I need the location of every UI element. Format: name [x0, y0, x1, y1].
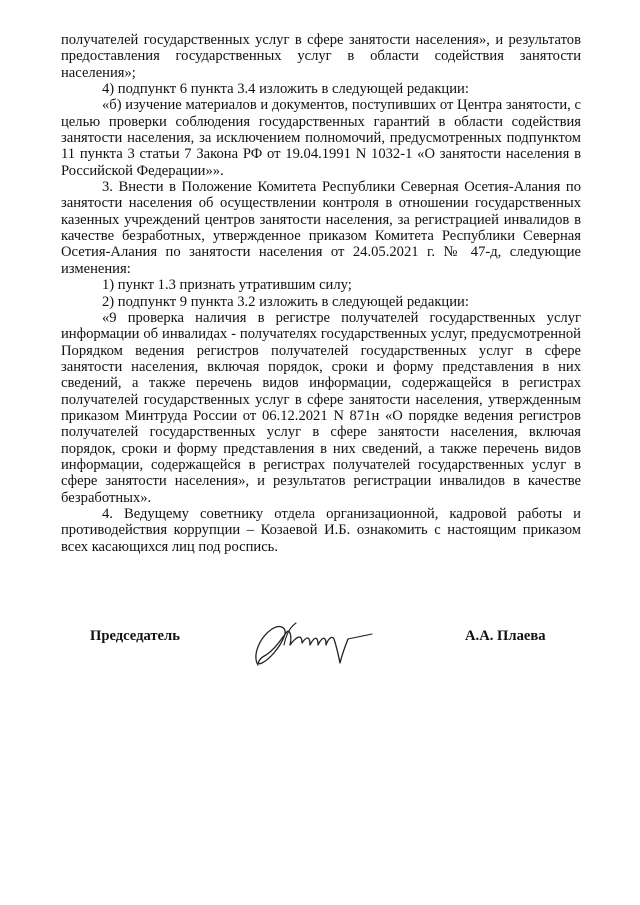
signatory-title: Председатель: [90, 628, 180, 644]
paragraph: 4. Ведущему советнику отдела организационной, кадровой работы и противодействия коррупции – Козаевой И.Б. ознакомить с настоящим приказом всех касающихся лиц под роспись.: [61, 505, 581, 555]
paragraph: получателей государственных услуг в сфере занятости населения», и результатов предоставления государственных услуг в области содействия занятости населения»;: [61, 32, 581, 81]
document-body: [61, 32, 581, 555]
signature-block: [0, 625, 640, 685]
paragraph: 3. Внести в Положение Комитета Республики Северная Осетия-Алания по занятости населения об осуществлении контроля в отношении государственных казенных учреждений центров занятости населения, за регистрацией инвалидов в качестве безработных, утвержденное приказом Комитета Республики Северная Осетия-Алания по занятости населения от 24.05.2021 г. № 47-д, следующие изменения:: [61, 179, 581, 277]
paragraph: 1) пункт 1.3 признать утратившим силу;: [102, 277, 352, 294]
signatory-name: А.А. Плаева: [465, 628, 546, 644]
paragraph: «9 проверка наличия в регистре получателей государственных услуг информации об инвалидах - получателях государственных услуг, предусмотренной Порядком ведения регистров получателей государственных услуг в сфере занятости населения, включая порядок, сроки и форму представления в них сведений, а также перечень видов информации, содержащейся в регистрах получателей государственных услуг в сфере занятости населения, утвержденным приказом Минтруда России от 06.12.2021 N 871н «О порядке ведения регистров получателей государственных услуг в сфере занятости населения, включая порядок, сроки и форму представления в них сведений, а также перечень видов информации, содержащейся в регистрах получателей государственных услуг в сфере занятости населения», и результатов регистрации инвалидов в качестве безработных».: [61, 309, 581, 506]
handwritten-signature: [250, 615, 380, 675]
paragraph: 4) подпункт 6 пункта 3.4 изложить в следующей редакции:: [102, 81, 469, 98]
paragraph: «б) изучение материалов и документов, поступивших от Центра занятости, с целью проверки соблюдения государственных гарантий в области содействия занятости населения, за исключением полномочий, предусмотренных подпунктом 11 пункта 3 статьи 7 Закона РФ от 19.04.1991 N 1032-1 «О занятости населения в Российской Федерации»».: [61, 97, 581, 179]
paragraph: 2) подпункт 9 пункта 3.2 изложить в следующей редакции:: [102, 293, 469, 310]
